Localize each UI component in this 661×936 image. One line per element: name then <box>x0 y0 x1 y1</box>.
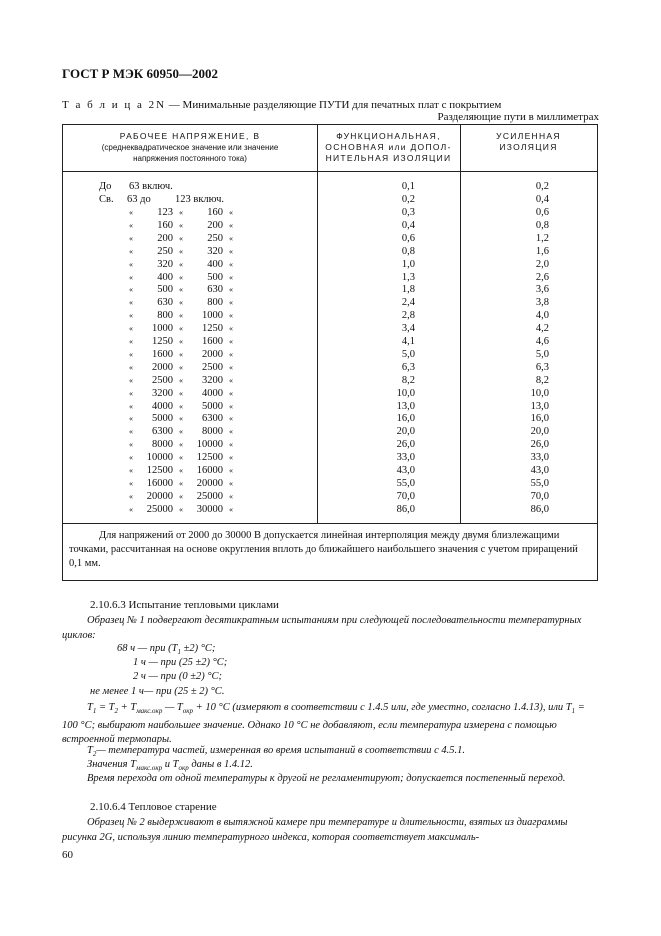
row-voltage-from: 2000 <box>152 361 173 373</box>
t1-part: + T <box>118 702 137 713</box>
table-row <box>63 322 597 335</box>
row-reinforced: 0,6 <box>535 207 549 218</box>
row-voltage-to: 500 <box>207 271 223 283</box>
table-row <box>63 296 597 309</box>
row-voltage-from: 500 <box>157 284 173 296</box>
table-row <box>63 283 597 296</box>
table-row <box>63 361 597 374</box>
quote-mark: « <box>129 246 133 256</box>
row-functional: 43,0 <box>396 465 415 476</box>
table-row <box>63 258 597 271</box>
row-voltage-from: 3200 <box>152 387 173 399</box>
quote-mark: « <box>179 478 183 488</box>
header-voltage-sub2: напряжения постоянного тока) <box>133 154 247 163</box>
quote-mark: « <box>229 311 233 321</box>
quote-mark: « <box>179 375 183 385</box>
table-row <box>63 180 597 193</box>
row-voltage-to: 4000 <box>202 387 223 399</box>
row-functional: 55,0 <box>396 477 415 489</box>
quote-mark: « <box>179 440 183 450</box>
row-reinforced: 26,0 <box>530 439 549 451</box>
quote-mark: « <box>179 337 183 346</box>
quote-mark: « <box>229 362 233 372</box>
row-voltage-to: 6300 <box>202 413 223 425</box>
header-functional-l1: ФУНКЦИОНАЛЬНАЯ, <box>336 131 441 141</box>
row-voltage-to: 800 <box>207 297 223 309</box>
quote-mark: « <box>179 427 183 437</box>
quote-mark: « <box>229 427 233 437</box>
row-functional: 4,1 <box>401 336 415 347</box>
row-reinforced: 3,8 <box>535 297 549 309</box>
row-functional: 0,3 <box>401 207 415 218</box>
cycle-1-end: ±2) °С; <box>180 643 216 654</box>
row-voltage-from: 200 <box>157 232 173 244</box>
row-voltage-to: 1000 <box>202 310 223 322</box>
values-sub: макс.окр <box>136 764 163 773</box>
row-voltage-from: 5000 <box>152 413 173 425</box>
values-part: Значения T <box>87 759 136 770</box>
quote-mark: « <box>179 259 183 269</box>
quote-mark: « <box>229 208 233 217</box>
quote-mark: « <box>179 285 183 295</box>
row-voltage-to: 25000 <box>196 490 223 502</box>
row-voltage-to: 123 включ. <box>175 194 225 205</box>
note-divider <box>63 523 597 524</box>
table-caption-text: — Минимальные разделяющие ПУТИ для печатных плат с покрытием <box>166 99 502 111</box>
quote-mark: « <box>179 388 183 398</box>
quote-mark: « <box>179 491 183 501</box>
t1-sub: макс.окр <box>136 707 163 716</box>
row-voltage-from: 20000 <box>146 490 173 502</box>
quote-mark: « <box>129 401 133 411</box>
row-functional: 1,8 <box>401 284 415 296</box>
quote-mark: « <box>179 246 183 256</box>
clearance-table <box>62 124 598 581</box>
table-row <box>63 348 597 361</box>
page-number: 60 <box>62 849 73 861</box>
header-divider <box>63 171 597 172</box>
row-reinforced: 70,0 <box>530 490 549 502</box>
table-row <box>63 490 597 503</box>
quote-mark: « <box>179 311 183 321</box>
row-voltage-to: 2000 <box>202 348 223 360</box>
t1-part: = 100 °С; выбирают наибольшее значение. Однако 10 °С не добавляют, если температура измерена с помощью встроенной термопары. <box>62 702 585 746</box>
row-voltage-from: 160 <box>157 219 173 231</box>
quote-mark: « <box>229 259 233 269</box>
quote-mark: « <box>179 349 183 359</box>
header-voltage-title: РАБОЧЕЕ НАПРЯЖЕНИЕ, В <box>119 131 261 141</box>
row-functional: 2,4 <box>401 297 415 309</box>
quote-mark: « <box>129 220 133 230</box>
quote-mark: « <box>229 401 233 411</box>
cycle-line-2: 1 ч — при (25 ±2) °С; <box>133 657 228 668</box>
table-caption <box>62 99 501 111</box>
quote-mark: « <box>179 272 183 282</box>
quote-mark: « <box>229 466 233 475</box>
row-functional: 16,0 <box>396 413 415 425</box>
t2-sub: 2 <box>92 750 97 759</box>
quote-mark: « <box>129 504 133 514</box>
row-voltage-from: 400 <box>157 271 173 283</box>
row-prefix: Св. <box>99 194 114 205</box>
header-reinforced-l2: ИЗОЛЯЦИЯ <box>499 142 558 152</box>
row-reinforced: 4,2 <box>535 323 549 335</box>
table-row <box>63 387 597 400</box>
paragraph-t1-definition <box>62 701 598 748</box>
quote-mark: « <box>229 220 233 230</box>
quote-mark: « <box>129 208 133 217</box>
section-heading-thermal-aging: 2.10.6.4 Тепловое старение <box>90 801 217 813</box>
table-note: Для напряжений от 2000 до 30000 В допускается линейная интерполяция между двумя близлежащими точками, рассчитанная на основе округления вплоть до ближайшего наибольшего значения с учетом приращений 0,1 мм. <box>69 530 578 569</box>
row-functional: 2,8 <box>401 310 415 322</box>
quote-mark: « <box>229 478 233 488</box>
row-voltage-from: 630 <box>157 297 173 309</box>
quote-mark: « <box>179 208 183 217</box>
quote-mark: « <box>229 272 233 282</box>
table-row <box>63 309 597 322</box>
row-voltage-from: 1250 <box>152 336 173 347</box>
quote-mark: « <box>129 375 133 385</box>
header-functional <box>317 131 460 164</box>
quote-mark: « <box>229 504 233 514</box>
row-voltage-to: 3200 <box>202 374 223 386</box>
row-voltage-from: 63 до <box>127 194 151 205</box>
row-voltage-from: 4000 <box>152 400 173 412</box>
row-functional: 70,0 <box>396 490 415 502</box>
row-reinforced: 10,0 <box>530 387 549 399</box>
header-voltage-sub1: (среднеквадратическое значение или значение <box>101 143 279 152</box>
table-row <box>63 335 597 348</box>
row-reinforced: 0,2 <box>535 181 549 192</box>
row-functional: 1,3 <box>401 271 415 283</box>
row-voltage-from: 25000 <box>146 503 173 515</box>
paragraph-thermal-aging: Образец № 2 выдерживают в вытяжной камере при температуре и длительности, взятых из диаграммы рисунка 2G, используя линию температурного индекса, которая соответствует максималь- <box>62 817 568 843</box>
row-voltage-from: 6300 <box>152 426 173 438</box>
row-functional: 8,2 <box>401 374 415 386</box>
quote-mark: « <box>129 453 133 463</box>
table-row <box>63 374 597 387</box>
paragraph-transition: Время перехода от одной температуры к другой не регламентируют; допускается постепенный переход. <box>87 773 566 784</box>
table-row <box>63 232 597 245</box>
table-row <box>63 206 597 219</box>
row-reinforced: 5,0 <box>535 348 549 360</box>
row-reinforced: 86,0 <box>530 503 549 515</box>
quote-mark: « <box>179 220 183 230</box>
header-voltage <box>63 131 317 164</box>
quote-mark: « <box>129 362 133 372</box>
quote-mark: « <box>229 375 233 385</box>
row-reinforced: 4,6 <box>535 336 549 347</box>
row-voltage-from: 1600 <box>152 348 173 360</box>
table-caption-prefix: Т а б л и ц а 2N <box>62 99 167 111</box>
row-functional: 86,0 <box>396 503 415 515</box>
t1-part: T <box>87 702 93 713</box>
row-functional: 0,8 <box>401 245 415 257</box>
quote-mark: « <box>179 233 183 243</box>
row-reinforced: 16,0 <box>530 413 549 425</box>
row-reinforced: 0,8 <box>535 219 549 231</box>
values-sub: окр <box>178 764 189 773</box>
row-voltage-to: 160 <box>207 207 223 218</box>
row-functional: 5,0 <box>401 348 415 360</box>
row-functional: 10,0 <box>396 387 415 399</box>
row-voltage-from: 2500 <box>152 374 173 386</box>
t1-sub: 1 <box>92 707 97 716</box>
row-functional: 33,0 <box>396 452 415 464</box>
quote-mark: « <box>179 453 183 463</box>
quote-mark: « <box>229 337 233 346</box>
row-functional: 20,0 <box>396 426 415 438</box>
row-voltage-to: 1600 <box>202 336 223 347</box>
row-voltage: 63 включ. <box>129 181 173 192</box>
row-voltage-from: 1000 <box>152 323 173 335</box>
t1-sub: 2 <box>114 707 119 716</box>
quote-mark: « <box>179 504 183 514</box>
row-reinforced: 20,0 <box>530 426 549 438</box>
row-reinforced: 8,2 <box>535 374 549 386</box>
quote-mark: « <box>129 259 133 269</box>
t1-part: + 10 °С (измеряют в соответствии с 1.4.5 или, где уместно, согласно 1.4.13), или T <box>193 702 572 713</box>
table-row <box>63 219 597 232</box>
quote-mark: « <box>179 362 183 372</box>
t1-sub: 1 <box>571 707 576 716</box>
row-functional: 0,6 <box>401 232 415 244</box>
section-heading-thermal-cycling: 2.10.6.3 Испытание тепловыми циклами <box>90 599 279 611</box>
row-voltage-to: 2500 <box>202 361 223 373</box>
table-row <box>63 438 597 451</box>
row-functional: 6,3 <box>401 361 415 373</box>
quote-mark: « <box>229 298 233 308</box>
quote-mark: « <box>229 414 233 424</box>
row-voltage-from: 250 <box>157 245 173 257</box>
paragraph-thermal-cycling: Образец № 1 подвергают десятикратным испытаниям при следующей последовательности температурных циклов: <box>62 615 582 641</box>
row-voltage-to: 16000 <box>196 465 223 476</box>
row-voltage-to: 250 <box>207 232 223 244</box>
quote-mark: « <box>229 453 233 463</box>
row-prefix: До <box>99 181 112 192</box>
quote-mark: « <box>229 233 233 243</box>
quote-mark: « <box>129 272 133 282</box>
row-reinforced: 4,0 <box>535 310 549 322</box>
quote-mark: « <box>229 388 233 398</box>
table-row <box>63 271 597 284</box>
quote-mark: « <box>129 440 133 450</box>
values-part: и T <box>162 759 179 770</box>
row-functional: 3,4 <box>401 323 415 335</box>
quote-mark: « <box>129 349 133 359</box>
row-reinforced: 1,6 <box>535 245 549 257</box>
quote-mark: « <box>179 414 183 424</box>
document-title: ГОСТ Р МЭК 60950—2002 <box>62 66 218 81</box>
cycle-line-3: 2 ч — при (0 ±2) °С; <box>133 671 223 682</box>
t1-part: = T <box>96 702 115 713</box>
row-voltage-from: 320 <box>157 258 173 270</box>
row-reinforced: 33,0 <box>530 452 549 464</box>
row-voltage-to: 20000 <box>196 477 223 489</box>
row-functional: 26,0 <box>396 439 415 451</box>
quote-mark: « <box>229 285 233 295</box>
quote-mark: « <box>129 427 133 437</box>
cycle-line-4: не менее 1 ч— при (25 ± 2) °С. <box>90 686 225 697</box>
table-row <box>63 464 597 477</box>
row-functional: 1,0 <box>401 258 415 270</box>
row-functional: 0,1 <box>401 181 415 192</box>
row-reinforced: 2,6 <box>535 271 549 283</box>
row-voltage-to: 12500 <box>196 452 223 464</box>
quote-mark: « <box>229 349 233 359</box>
row-voltage-to: 630 <box>207 284 223 296</box>
table-row <box>63 503 597 516</box>
row-reinforced: 0,4 <box>535 194 549 205</box>
quote-mark: « <box>229 440 233 450</box>
table-row <box>63 425 597 438</box>
quote-mark: « <box>179 324 183 334</box>
row-reinforced: 6,3 <box>535 361 549 373</box>
header-functional-l2: ОСНОВНАЯ или ДОПОЛ- <box>325 142 452 152</box>
row-voltage-to: 5000 <box>202 400 223 412</box>
t2-part: T <box>87 745 93 756</box>
row-voltage-from: 8000 <box>152 439 173 451</box>
row-reinforced: 55,0 <box>530 477 549 489</box>
quote-mark: « <box>129 298 133 308</box>
row-voltage-to: 200 <box>207 219 223 231</box>
header-functional-l3: НИТЕЛЬНАЯ ИЗОЛЯЦИИ <box>325 153 452 163</box>
row-voltage-to: 400 <box>207 258 223 270</box>
values-part: даны в 1.4.12. <box>188 759 253 770</box>
row-voltage-to: 1250 <box>202 323 223 335</box>
row-voltage-to: 30000 <box>196 503 223 515</box>
quote-mark: « <box>129 324 133 334</box>
table-row <box>63 477 597 490</box>
units-note: Разделяющие пути в миллиметрах <box>437 111 599 123</box>
cycle-1-sub: 1 <box>177 648 181 657</box>
quote-mark: « <box>229 491 233 501</box>
quote-mark: « <box>129 337 133 346</box>
row-reinforced: 1,2 <box>535 232 549 244</box>
table-row <box>63 412 597 425</box>
quote-mark: « <box>129 478 133 488</box>
t1-part: — T <box>162 702 183 713</box>
quote-mark: « <box>129 285 133 295</box>
row-voltage-to: 320 <box>207 245 223 257</box>
row-voltage-to: 10000 <box>196 439 223 451</box>
row-voltage-from: 800 <box>157 310 173 322</box>
t1-sub: окр <box>182 707 194 716</box>
row-voltage-from: 12500 <box>146 465 173 476</box>
row-voltage-from: 123 <box>157 207 173 218</box>
quote-mark: « <box>179 401 183 411</box>
header-reinforced <box>460 131 597 153</box>
quote-mark: « <box>129 311 133 321</box>
quote-mark: « <box>179 466 183 475</box>
cycle-line-1 <box>117 643 215 656</box>
quote-mark: « <box>229 246 233 256</box>
quote-mark: « <box>129 491 133 501</box>
table-row <box>63 193 597 206</box>
table-row <box>63 400 597 413</box>
header-reinforced-l1: УСИЛЕННАЯ <box>496 131 561 141</box>
row-functional: 0,4 <box>401 219 415 231</box>
quote-mark: « <box>229 324 233 334</box>
quote-mark: « <box>179 298 183 308</box>
row-voltage-to: 8000 <box>202 426 223 438</box>
quote-mark: « <box>129 233 133 243</box>
row-functional: 13,0 <box>396 400 415 412</box>
row-voltage-from: 10000 <box>146 452 173 464</box>
row-reinforced: 43,0 <box>530 465 549 476</box>
quote-mark: « <box>129 414 133 424</box>
quote-mark: « <box>129 466 133 475</box>
cycle-1-text: 68 ч — при (T <box>117 643 178 654</box>
row-reinforced: 3,6 <box>535 284 549 296</box>
row-voltage-from: 16000 <box>146 477 173 489</box>
t2-part: — температура частей, измеренная во время испытаний в соответствии с 4.5.1. <box>96 745 465 756</box>
row-functional: 0,2 <box>401 194 415 205</box>
row-reinforced: 2,0 <box>535 258 549 270</box>
table-row <box>63 451 597 464</box>
quote-mark: « <box>129 388 133 398</box>
row-reinforced: 13,0 <box>530 400 549 412</box>
table-row <box>63 245 597 258</box>
